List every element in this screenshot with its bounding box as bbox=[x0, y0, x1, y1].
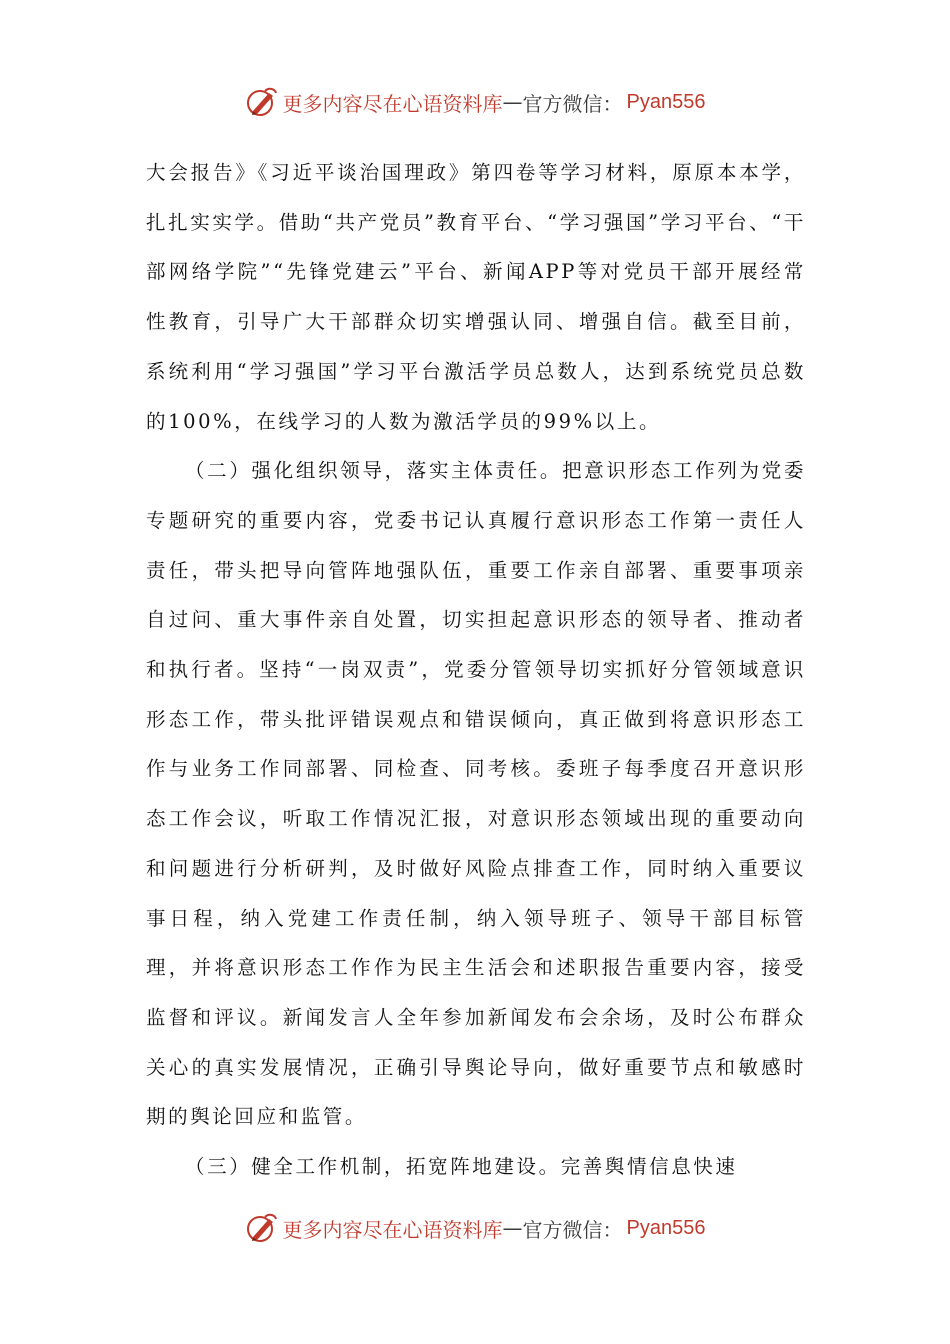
dash-separator: — bbox=[502, 1216, 523, 1240]
dash-separator: — bbox=[502, 90, 523, 114]
wechat-id: Pyan556 bbox=[626, 90, 706, 113]
wechat-id: Pyan556 bbox=[626, 1216, 706, 1239]
paragraph-section-three: （三）健全工作机制，拓宽阵地建设。完善舆情信息快速 bbox=[185, 1155, 738, 1179]
wechat-label: 官方微信： bbox=[522, 91, 623, 116]
paragraph-section-two: （二）强化组织领导，落实主体责任。把意识形态工作列为党委专题研究的重要内容，党委书记认真履行意识形态工作第一责任人责任，带头把导向管阵地强队伍，重要工作亲自部署、重要事项亲自过问、重大事件亲自处置，切实担起意识形态的领导者、推动者和执行者。坚持“一岗双责”，党委分管领导切实抓好分管领域意识形态工作，带头批评错误观点和错误倾向，真正做到将意识形态工作与业务工作同部署、同检查、同考核。委班子每季度召开意识形态工作会议，听取工作情况汇报，对意识形态领域出现的重要动向和问题进行分析研判，及时做好风险点排查工作，同时纳入重要议事日程，纳入党建工作责任制，纳入领导班子、领导干部目标管理，并将意识形态工作作为民主生活会和述职报告重要内容，接受监督和评议。新闻发言人全年参加新闻发布会余场，及时公布群众关心的真实发展情况，正确引导舆论导向，做好重要节点和敏感时期的舆论回应和监管。 bbox=[146, 459, 806, 1129]
site-name-text: 更多内容尽在心语资料库 bbox=[282, 91, 503, 116]
footer-watermark-banner bbox=[0, 1208, 950, 1248]
pen-nib-logo-icon bbox=[245, 1211, 279, 1245]
header-watermark-banner bbox=[0, 82, 950, 122]
wechat-label: 官方微信： bbox=[522, 1217, 623, 1242]
paragraph-continuation: 大会报告》《习近平谈治国理政》第四卷等学习材料，原原本本学，扎扎实实学。借助“共产党员”教育平台、“学习强国”学习平台、“干部网络学院”“先锋党建云”平台、新闻APP等对党员干部开展经常性教育，引导广大干部群众切实增强认同、增强自信。截至目前，系统利用“学习强国”学习平台激活学员总数人，达到系统党员总数的100%，在线学习的人数为激活学员的99%以上。 bbox=[146, 161, 806, 433]
site-name-text: 更多内容尽在心语资料库 bbox=[282, 1217, 503, 1242]
pen-nib-logo-icon bbox=[245, 85, 279, 119]
document-body bbox=[146, 148, 806, 1192]
